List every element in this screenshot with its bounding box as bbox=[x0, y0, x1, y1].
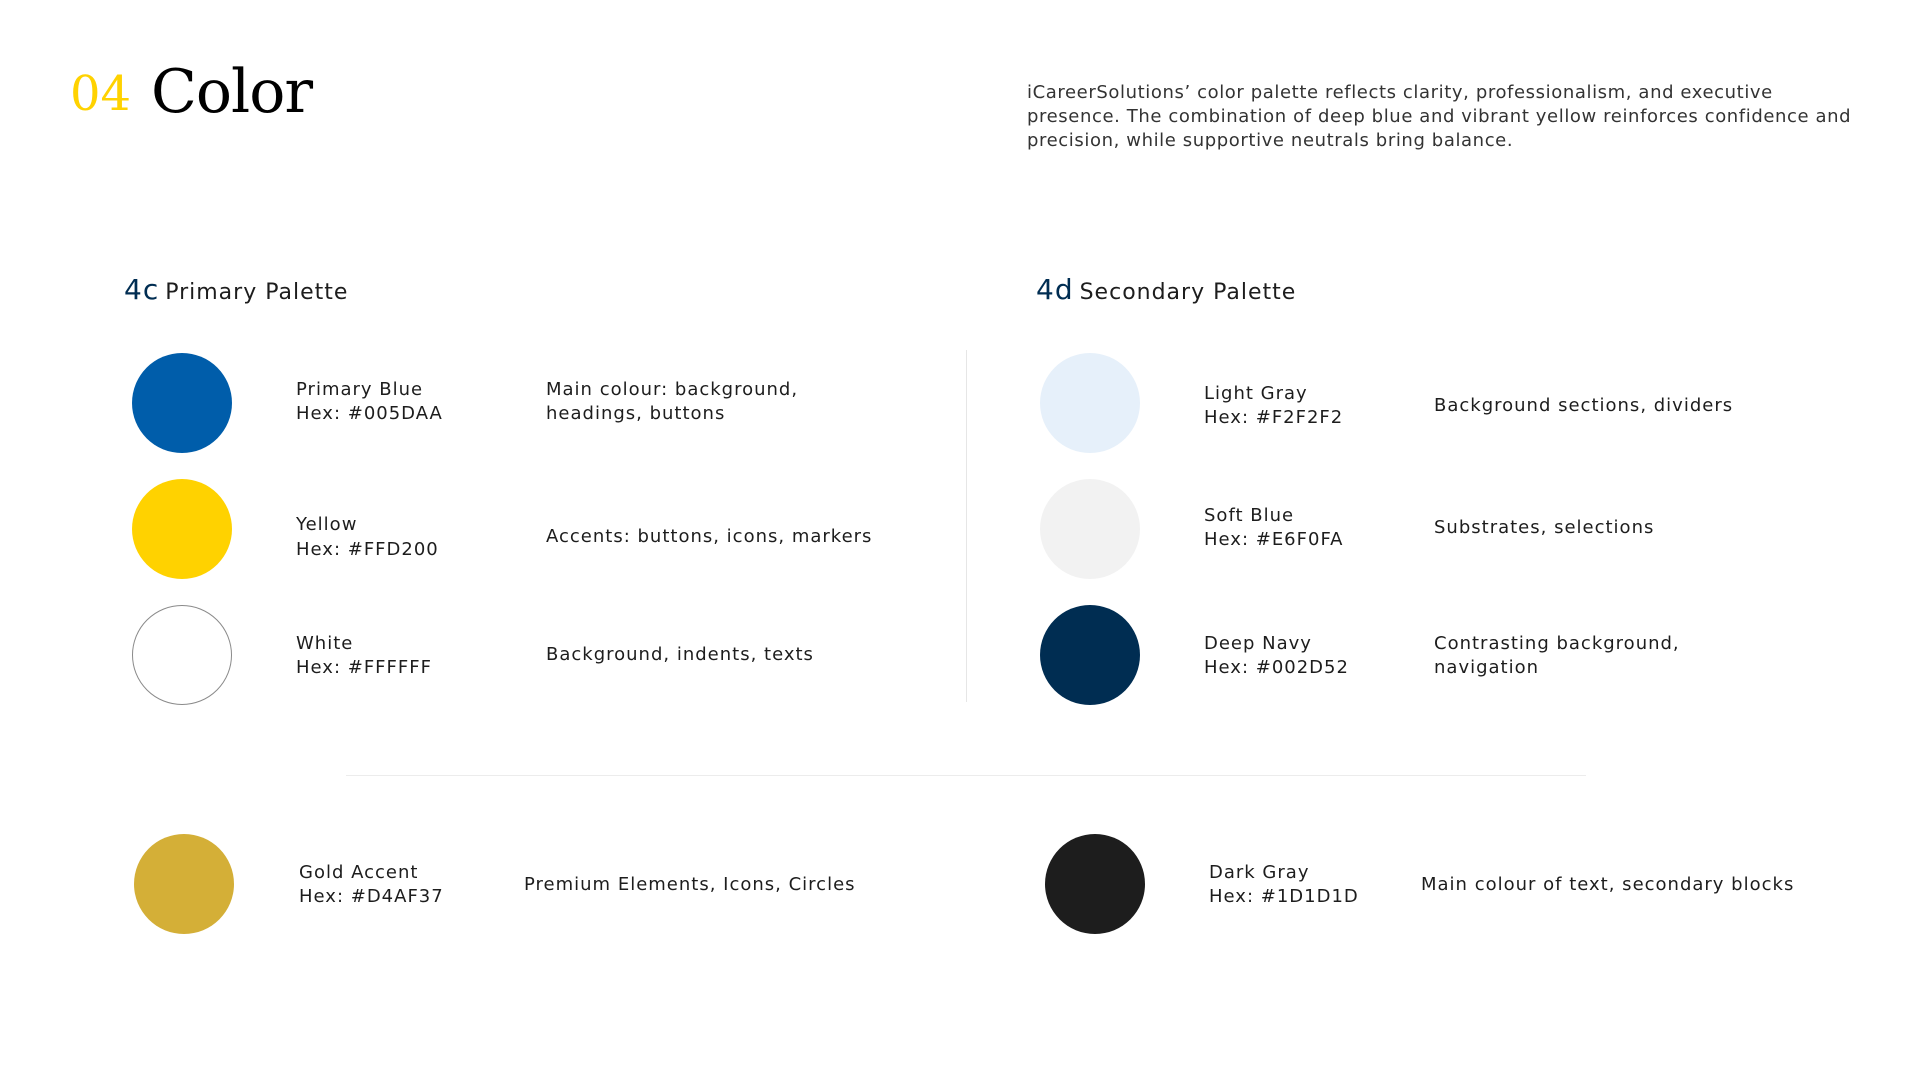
column-divider bbox=[966, 350, 967, 702]
swatch-white bbox=[132, 605, 232, 705]
color-hex-dark-gray: Hex: #1D1D1D bbox=[1209, 886, 1359, 907]
section-divider bbox=[346, 775, 1586, 776]
color-hex-deep-navy: Hex: #002D52 bbox=[1204, 657, 1349, 678]
color-usage-light-gray: Background sections, dividers bbox=[1434, 395, 1734, 416]
swatch-soft-blue bbox=[1040, 479, 1140, 579]
color-usage-dark-gray: Main colour of text, secondary blocks bbox=[1421, 874, 1795, 895]
intro-paragraph: iCareerSolutions’ color palette reflects clarity, professionalism, and executive presence. The combination of deep blue and vibrant yellow reinforces confidence and precision, while supportive neutrals bring balance. bbox=[1027, 82, 1852, 151]
color-name-white: White bbox=[296, 633, 354, 654]
page-title: Color bbox=[151, 57, 313, 127]
color-name-deep-navy: Deep Navy bbox=[1204, 633, 1312, 654]
color-name-gold-accent: Gold Accent bbox=[299, 862, 419, 883]
swatch-light-gray bbox=[1040, 353, 1140, 453]
primary-palette-code: 4c bbox=[124, 273, 160, 306]
color-hex-soft-blue: Hex: #E6F0FA bbox=[1204, 529, 1344, 550]
swatch-gold-accent bbox=[134, 834, 234, 934]
color-usage-soft-blue: Substrates, selections bbox=[1434, 517, 1655, 538]
color-usage-deep-navy: Contrasting background, navigation bbox=[1434, 633, 1680, 678]
color-name-yellow: Yellow bbox=[296, 514, 358, 535]
swatch-dark-gray bbox=[1045, 834, 1145, 934]
color-hex-light-gray: Hex: #F2F2F2 bbox=[1204, 407, 1344, 428]
swatch-yellow bbox=[132, 479, 232, 579]
color-name-primary-blue: Primary Blue bbox=[296, 379, 424, 400]
swatch-deep-navy bbox=[1040, 605, 1140, 705]
color-hex-white: Hex: #FFFFFF bbox=[296, 657, 432, 678]
section-number: 04 bbox=[70, 66, 132, 122]
secondary-palette-code: 4d bbox=[1036, 273, 1074, 306]
color-usage-gold-accent: Premium Elements, Icons, Circles bbox=[524, 874, 856, 895]
color-name-light-gray: Light Gray bbox=[1204, 383, 1308, 404]
color-usage-primary-blue: Main colour: background, headings, buttons bbox=[546, 379, 799, 424]
color-hex-primary-blue: Hex: #005DAA bbox=[296, 403, 443, 424]
color-usage-white: Background, indents, texts bbox=[546, 644, 814, 665]
primary-palette-title: Primary Palette bbox=[165, 280, 349, 305]
color-name-dark-gray: Dark Gray bbox=[1209, 862, 1310, 883]
color-name-soft-blue: Soft Blue bbox=[1204, 505, 1295, 526]
primary-palette-heading bbox=[124, 273, 349, 306]
swatch-primary-blue bbox=[132, 353, 232, 453]
color-usage-yellow: Accents: buttons, icons, markers bbox=[546, 526, 873, 547]
color-hex-gold-accent: Hex: #D4AF37 bbox=[299, 886, 444, 907]
secondary-palette-heading bbox=[1036, 273, 1297, 306]
secondary-palette-title: Secondary Palette bbox=[1079, 280, 1297, 305]
color-hex-yellow: Hex: #FFD200 bbox=[296, 539, 439, 560]
